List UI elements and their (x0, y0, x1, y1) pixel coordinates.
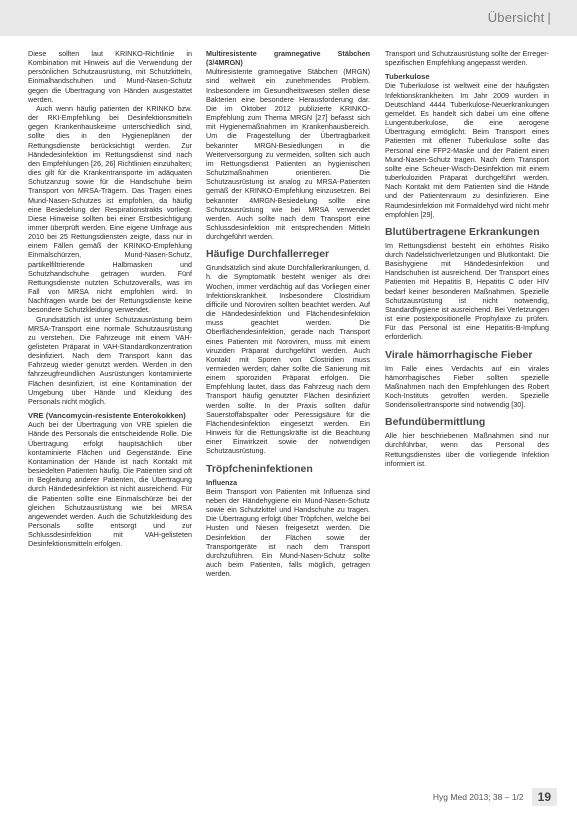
paragraph: Alle hier beschriebenen Maßnahmen sind nur durchführbar, wenn das Personal des Rettungsdienstes über die vorliegende Infektion informiert ist. (385, 431, 549, 468)
paragraph: Grundsätzlich ist unter Schutzausrüstung beim MRSA-Transport eine normale Schutzausrüstung zu verstehen. Die Fahrzeuge mit einem VAH-gelisteten Präparat in VAH-Standardkonzentration desinfiziert. Nach dem Transport kann das Fahrzeug wieder genutzt werden. Werden in den fahrzeugfreundlichen Ausrüstungen kontaminierte Flächen desinfiziert, ist eine Kontamination der Umgebung über Hände und Kleidung des Personals nicht möglich. (28, 314, 192, 406)
section-title: Übersicht (487, 10, 545, 25)
paragraph: Multiresistente gramnegative Stäbchen (MRGN) sind weltweit ein zunehmendes Problem. Insbesondere im Gesundheitswesen stellen diese Bakterien eine besondere Herausforderung dar. Die im Oktober 2012 publizierte KRINKO-Empfehlung zum Thema MRGN [27] befasst sich mit Hygienemaßnahmen im Krankenhausbereich. Um die Fragestellung der Übertragbarkeit bekannter MRGN-Besiedlungen in die Weiterversorgung zu vermeiden, sollten sich auch im Rettungsdienst Patienten an hygienischen Schutzmaßnahmen orientieren. Die Schutzausrüstung ist analog zu MRSA-Patienten gemäß der KRINKO-Empfehlung einzusetzen. Bei bekannter 4MRGN-Besiedelung sollte eine Schutzausrüstung wie bei MRSA verwendet werden. Auch sollte nach dem Transport eine Schlussdesinfektion mit entsprechenden Mitteln durchgeführt werden. (206, 67, 370, 242)
paragraph: Im Falle eines Verdachts auf ein virales hämorrhagisches Fieber sollten spezielle Maßnahmen nach den Empfehlungen des Robert Koch-Instituts getroffen werden. Spezielle Sonderisoliertransporte sind notwendig [30]. (385, 363, 549, 410)
heading-befunduebermittlung: Befundübermittlung (385, 416, 486, 429)
heading-troepfcheninfektionen: Tröpfcheninfektionen (206, 462, 313, 475)
paragraph: Im Rettungsdienst besteht ein erhöhtes Risiko durch Nadelstichverletzungen und Blutkontakt. Die Basishygiene mit Händedesinfektion und Handschuhen ist ausreichend. Der Transport eines Patienten mit Hepatitis B, Hepatitis C oder HIV bedarf keiner besonderen Maßnahmen. Spezielle Schutzausrüstung ist nicht notwendig, Standardhygiene ist ausreichend. Bei Verletzungen ist eine postexpositionelle Prophylaxe zu prüfen. Für das Personal ist eine Hepatitis-B-Impfung erforderlich. (385, 240, 549, 342)
subheading-tuberkulose: Tuberkulose (385, 72, 430, 82)
paragraph: Auch wenn häufig patienten der KRINKO bzw. der RKI-Empfehlung bei Desinfektionsmitteln gegen Krankenhauskeime unterschiedlich sind, sollte dies in den Hygieneplänen der Rettungsdienste berücksichtigt werden. Zur Händedesinfektion im Rettungsdienst sind nach den Empfehlungen [26, 26] Richtlinien einzuhalten; dies gilt für die Krankentransporte im adäquaten Schutzanzug sowie für die Handschuhe beim Transport von MRSA-Trägern. Das Tragen eines Mund-Nasen-Schutzes ist empfohlen, da häufig eine Besiedelung der Respirationstrakts vorliegt. Diese Hinweise sollten bei einer Erstbesichtigung immer überprüft werden. Eine eigene Umfrage aus 2010 bei 25 Rettungsdiensten zeigte, dass nur in einem Fällen gemäß der KRINKO-Empfehlung Einmalschürzen, Mund-Nasen-Schutz, partikelfiltrierende Halbmasken und Schutzhandschuhe getragen wurden. Fünf Rettungsdienste nutzten Schutzoveralls, was im Fall von MRSA nicht empfohlen wird. In Nachfragen wurde bei der Rettungsdienste keine besondere Schutzkleidung verwendet. (28, 103, 192, 315)
subheading-vre: VRE (Vancomycin-resistente Enterokokken) (28, 411, 186, 421)
paragraph: Auch bei der Übertragung von VRE spielen die Hände des Personals die entscheidende Rolle. Die Übertragung erfolgt hauptsächlich über kontaminierte Flächen und Gegenstände. Eine Kontamination der Hände ist nach Kontakt mit besiedelten Patienten häufig. Die Patienten sind oft in Begleitung anderer Patienten, die Übertragung durch Händedesinfektion ist nicht ausreichend. Für die Patienten sollte eine Einmalschürze bei der gleichen Schutzausrüstung wie bei MRSA angewendet werden. Auch die Schutzkleidung des Personals sollte entsorgt und zur Schlussdesinfektion mit VAH-gelisteten Desinfektionsmitteln erfolgen. (28, 420, 192, 549)
heading-blutuebertragene: Blutübertragene Erkrankungen (385, 225, 540, 238)
page-footer (433, 788, 557, 806)
paragraph: Transport und Schutzausrüstung sollte der Erreger-spezifischen Empfehlung angepasst werden. (385, 49, 549, 68)
column-1 (28, 49, 192, 777)
journal-citation: Hyg Med 2013; 38 – 1/2 (432, 792, 524, 802)
subheading-mrgn: Multiresistente gramnegative Stäbchen (3/4MRGN) (206, 49, 370, 68)
subheading-influenza: Influenza (206, 477, 238, 487)
column-2 (206, 49, 370, 777)
paragraph: Die Tuberkulose ist weltweit eine der häufigsten Infektionskrankheiten. Im Jahr 2009 wurden in Deutschland 4444 Tuberkulose-Neuerkrankungen gemeldet. Es handelt sich dabei um eine offene Lungentuberkulose, die eine aerogene Übertragung ermöglicht. Beim Transport eines Patienten mit offener Tuberkulose sollte das Personal eine FFP2-Maske und der Patient einen Mund-Nasen-Schutz tragen. Nach dem Transport sollte eine Scheuer-Wisch-Desinfektion mit einem tuberkuloziden Präparat durchgeführt werden. Nach Kontakt mit dem Patienten sind die Hände und der Patientenraum zu desinfizieren. Eine Raumdesinfektion mit Formaldehyd wird nicht mehr empfohlen [29]. (385, 81, 549, 219)
paragraph: Grundsätzlich sind akute Durchfallerkrankungen, d. h. die Symptomatik besteht weniger als drei Wochen, immer verdächtig auf das Vorliegen einer Infektionskrankheit. Insbesondere Clostridium difficile und Noroviren sollten beachtet werden. Auf die Händedesinfektion und Flächendesinfektion muss geachtet werden. Die Oberflächendesinfektion, gerade nach Transport eines Patienten mit Noroviren, muss mit einem viruziden Präparat durchgeführt werden. Auch Kontakt mit Sporen von Clostridien muss vermieden werden; daher sollte die Sanierung mit einem sporoziden Präparat erfolgen. Die Empfehlung lautet, dass das Fahrzeug nach dem Transport häufig genutzter Flächen desinfiziert werden sollte. In der Praxis sollten dafür Sauerstoffabspalter oder Peressigsäure für die Flächendesinfektion eingesetzt werden. Ein Hinweis für die Rettungskräfte ist die Beachtung einer Einwirkzeit sowie der notwendigen Schutzausrüstung. (206, 263, 370, 456)
section-divider: | (547, 10, 551, 25)
section-label (488, 10, 551, 25)
heading-viral: Virale hämorrhagische Fieber (385, 348, 533, 361)
heading-durchfallerreger: Häufige Durchfallerreger (206, 248, 330, 261)
paragraph: Beim Transport von Patienten mit Influenza sind neben der Händehygiene ein Mund-Nasen-Schutz sowie ein Schutzkittel und Handschuhe zu tragen. Die Übertragung erfolgt über Tröpfchen, welche bei Husten und Niesen freigesetzt werden. Die Desinfektion der Flächen sowie der Transportgeräte ist nach dem Transport durchzuführen. Ein Mund-Nasen-Schutz sollte auch beim Patienten, falls möglich, getragen werden. (206, 486, 370, 579)
paragraph: Diese sollten laut KRINKO-Richtlinie in Kombination mit Hinweis auf die Verwendung der persönlichen Schutzausrüstung, mit Schutzkitteln, Einmalhandschuhen und Mund-Nasen-Schutz gegen die Übertragung von Händen ausgestattet werden. (28, 49, 192, 104)
column-3 (385, 49, 549, 777)
page-number: 19 (532, 788, 557, 806)
